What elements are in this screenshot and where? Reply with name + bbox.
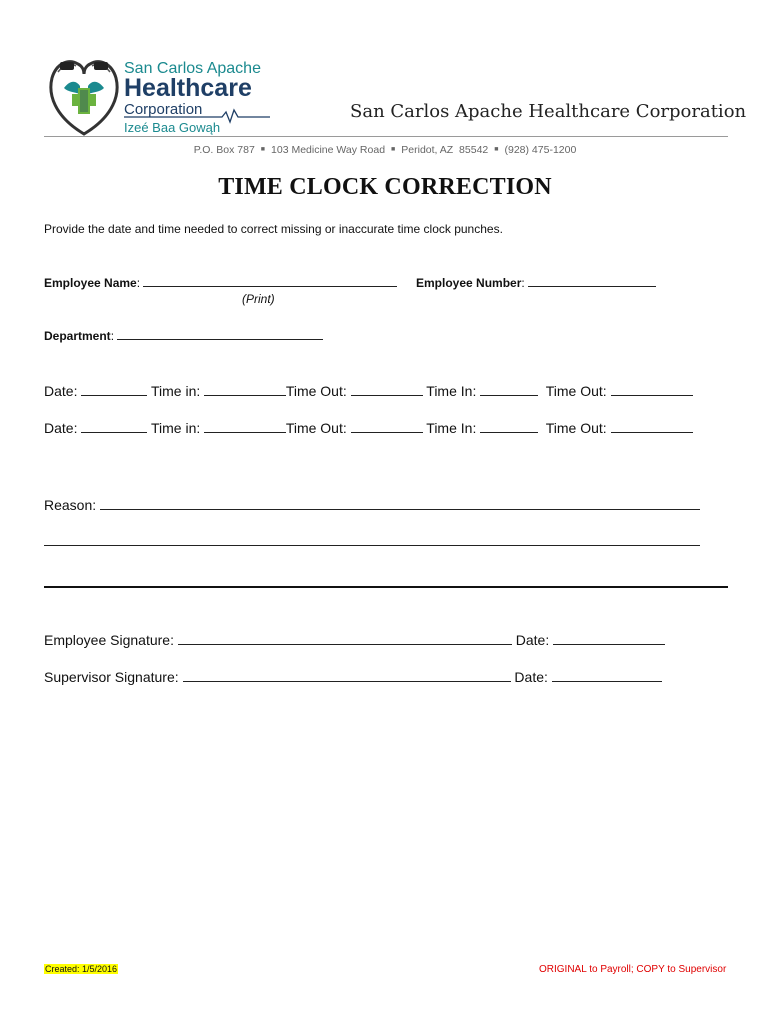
form-instructions: Provide the date and time needed to correct missing or inaccurate time clock punches. xyxy=(44,222,503,236)
employee-name-label: Employee Name xyxy=(44,276,137,290)
section-divider xyxy=(44,586,728,588)
created-date: Created: 1/5/2016 xyxy=(45,964,118,974)
separator-icon: ■ xyxy=(494,146,499,153)
department-label: Department xyxy=(44,329,111,343)
separator-icon: ■ xyxy=(391,146,396,153)
employee-date-label: Date: xyxy=(515,632,550,648)
organization-name: San Carlos Apache Healthcare Corporation xyxy=(350,101,747,122)
employee-number-label: Employee Number xyxy=(416,276,522,290)
logo-line4: Izeé Baa Gowąh xyxy=(124,120,221,135)
employee-number-field[interactable] xyxy=(528,273,656,287)
print-note: (Print) xyxy=(242,292,275,306)
time-out-2-field[interactable] xyxy=(611,380,693,396)
routing-note: ORIGINAL to Payroll; COPY to Supervisor xyxy=(539,964,727,975)
time-out-2-label: Time Out: xyxy=(545,383,607,399)
date-field[interactable] xyxy=(81,380,147,396)
date-label: Date: xyxy=(44,383,78,399)
form-title: TIME CLOCK CORRECTION xyxy=(218,174,552,200)
time-in-2-field[interactable] xyxy=(480,380,538,396)
employee-signature-field[interactable] xyxy=(178,629,512,645)
time-in-field[interactable] xyxy=(204,417,286,433)
employee-signature-label: Employee Signature: xyxy=(44,632,174,648)
separator-icon: ■ xyxy=(260,146,266,153)
employee-name-field[interactable] xyxy=(143,273,397,287)
logo-line2: Healthcare xyxy=(124,74,252,102)
employee-number-row: Employee Number: xyxy=(416,273,656,290)
time-out-2-field[interactable] xyxy=(611,417,693,433)
reason-label: Reason: xyxy=(44,497,97,513)
street-address: 103 Medicine Way Road xyxy=(271,144,386,156)
reason-field-line-2[interactable] xyxy=(44,545,700,546)
phone-number: (928) 475-1200 xyxy=(504,144,577,156)
time-in-2-field[interactable] xyxy=(480,417,538,433)
employee-name-row: Employee Name: xyxy=(44,273,397,290)
supervisor-date-label: Date: xyxy=(514,669,548,685)
address-line xyxy=(0,144,770,156)
header-divider xyxy=(44,136,728,137)
time-out-2-label: Time Out: xyxy=(545,420,607,436)
department-field[interactable] xyxy=(117,326,323,340)
time-out-label: Time Out: xyxy=(285,383,347,399)
time-out-field[interactable] xyxy=(351,417,423,433)
city-state-zip: Peridot, AZ 85542 xyxy=(401,144,489,156)
supervisor-signature-label: Supervisor Signature: xyxy=(44,669,179,685)
employee-signature-row xyxy=(44,629,665,648)
time-in-2-label: Time In: xyxy=(426,383,477,399)
time-in-label: Time in: xyxy=(151,420,201,436)
logo-line1: San Carlos Apache xyxy=(124,60,261,77)
time-in-2-label: Time In: xyxy=(426,420,477,436)
employee-date-field[interactable] xyxy=(553,629,665,645)
time-in-field[interactable] xyxy=(204,380,286,396)
reason-row xyxy=(44,494,700,513)
po-box: P.O. Box 787 xyxy=(193,144,255,156)
supervisor-signature-row xyxy=(44,666,662,685)
time-out-label: Time Out: xyxy=(285,420,347,436)
date-label: Date: xyxy=(44,420,78,436)
supervisor-signature-field[interactable] xyxy=(183,666,511,682)
date-field[interactable] xyxy=(81,417,147,433)
time-in-label: Time in: xyxy=(151,383,201,399)
time-out-field[interactable] xyxy=(351,380,423,396)
supervisor-date-field[interactable] xyxy=(552,666,662,682)
logo-line3: Corporation xyxy=(124,101,203,118)
logo-emblem-icon xyxy=(44,50,274,140)
reason-field[interactable] xyxy=(100,494,700,510)
time-entry-row-2 xyxy=(44,417,693,436)
organization-logo xyxy=(44,50,274,140)
department-row: Department: xyxy=(44,326,323,343)
time-entry-row-1 xyxy=(44,380,693,399)
